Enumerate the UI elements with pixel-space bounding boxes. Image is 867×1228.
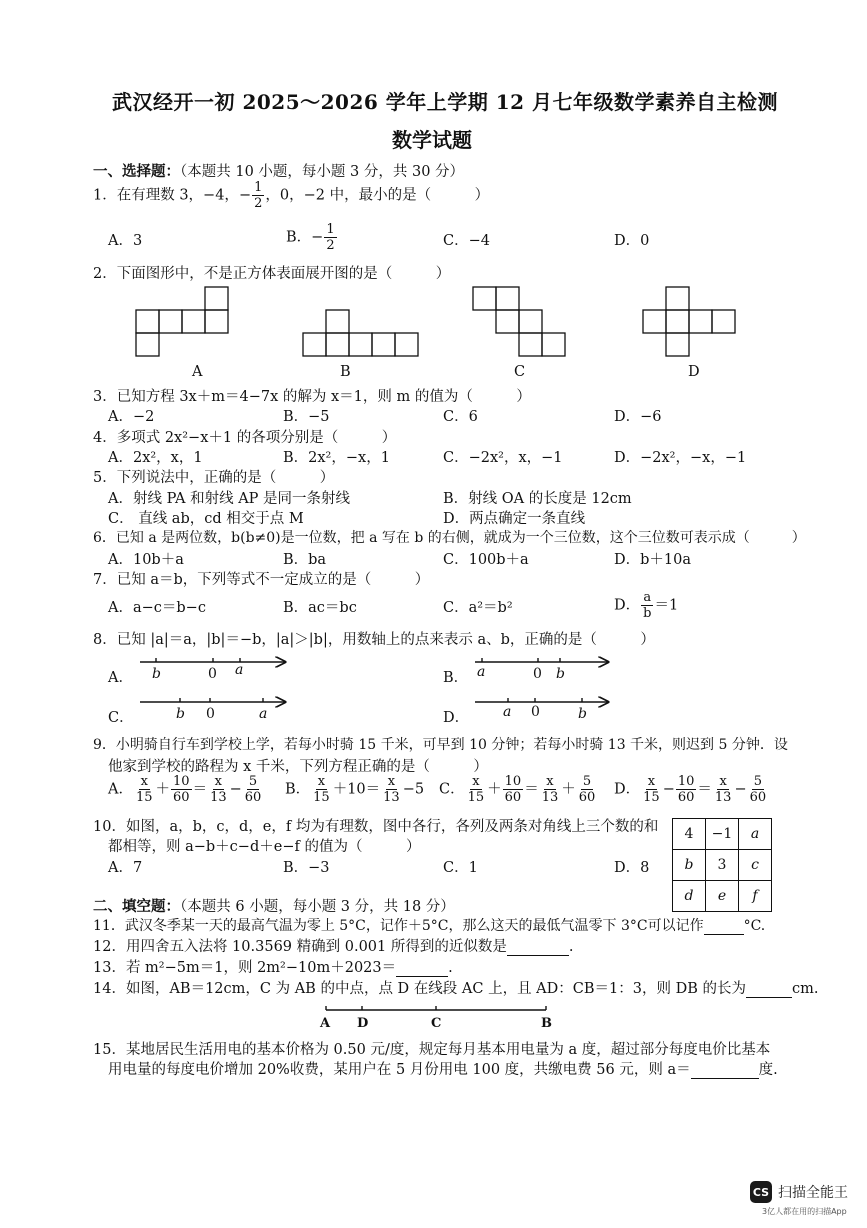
numline-d-zero: 0 — [531, 704, 540, 720]
q7-option-d[interactable] — [614, 590, 678, 621]
cell: 4 — [673, 819, 706, 850]
op: ＝ — [697, 781, 712, 798]
q5-option-d[interactable]: D．两点确定一条直线 — [443, 511, 586, 527]
question-1 — [93, 180, 489, 211]
f-n: x — [472, 774, 480, 789]
op: − — [229, 781, 242, 798]
point-d-label: D — [357, 1016, 369, 1031]
op: −5 — [402, 781, 425, 798]
question-15-line-2 — [108, 1058, 778, 1079]
op: ＋ — [561, 781, 576, 798]
q9-option-c[interactable] — [439, 774, 598, 805]
q10-option-c[interactable]: C．1 — [443, 860, 478, 876]
op: ＝ — [524, 781, 539, 798]
q14-segment-figure — [310, 1002, 570, 1032]
section-2-note: （本题共 6 小题，每小题 3 分，共 18 分） — [180, 899, 455, 915]
numline-d-b: b — [578, 706, 587, 722]
q5-option-b[interactable]: B．射线 OA 的长度是 12cm — [443, 491, 632, 507]
question-9-line-1: 9．小明骑自行车到学校上学，若每小时骑 15 千米，可早到 10 分钟；若每小时骑 13 千米，则迟到 5 分钟．设 — [93, 737, 788, 753]
section-1-header — [93, 160, 464, 181]
q13-end: . — [448, 960, 453, 976]
question-11 — [93, 915, 765, 935]
question-3: 3．已知方程 3x＋m＝4−7x 的解为 x＝1，则 m 的值为（ ） — [93, 389, 531, 405]
f-n: 10 — [173, 774, 190, 789]
question-10-line-2: 都相等，则 a−b＋c−d＋e−f 的值为（ ） — [108, 839, 421, 855]
q9-option-a[interactable] — [108, 774, 264, 805]
question-4: 4．多项式 2x²−x＋1 的各项分别是（ ） — [93, 430, 397, 446]
q8-option-b[interactable]: B． — [443, 670, 469, 686]
f-d: 15 — [313, 790, 330, 805]
question-9-line-2: 他家到学校的路程为 x 千米，下列方程正确的是（ ） — [108, 759, 488, 775]
q2-label-a[interactable]: A — [192, 364, 203, 380]
q1-frac-den: 2 — [254, 196, 263, 211]
q12-text: 12．用四舍五入法将 10.3569 精确到 0.001 所得到的近似数是 — [93, 939, 507, 955]
section-2-header — [93, 895, 455, 916]
question-12 — [93, 935, 573, 956]
op: ＋10＝ — [332, 781, 381, 798]
question-13 — [93, 956, 453, 977]
magic-square — [672, 818, 772, 912]
q2-nets-figure — [130, 285, 770, 380]
f-n: 5 — [582, 774, 592, 789]
q14-text: 14．如图，AB＝12cm，C 为 AB 的中点，点 D 在线段 AC 上，且 AD：CB＝1：3，则 DB 的长为 — [93, 981, 746, 997]
net-b — [303, 310, 418, 356]
q7-d-fraction — [641, 590, 653, 621]
q7-option-b[interactable]: B．ac＝bc — [283, 600, 357, 616]
f-d: 60 — [749, 790, 767, 805]
q9-b-letter: B． — [285, 781, 311, 798]
q9-a-f2 — [171, 774, 192, 805]
q11-text: 11．武汉冬季某一天的最高气温为零上 5°C，记作＋5°C，那么这天的最低气温零下 3°C可以记作 — [93, 918, 704, 934]
cell: a — [739, 819, 772, 850]
q4-option-c[interactable]: C．−2x²，x，−1 — [443, 450, 563, 466]
q15-answer-blank[interactable] — [691, 1064, 759, 1079]
question-6: 6．已知 a 是两位数，b(b≠0)是一位数，把 a 写在 b 的右侧，就成为一个三位数，这个三位数可表示成（ ） — [93, 530, 806, 546]
q9-d-f1 — [641, 774, 662, 805]
question-15-line-1: 15．某地居民生活用电的基本价格为 0.50 元/度，规定每月基本用电量为 a 度，超过部分每度电价比基本 — [93, 1042, 771, 1058]
q1-option-c[interactable]: C．−4 — [443, 233, 490, 249]
numline-b-zero: 0 — [533, 666, 542, 682]
section-1-title: 一、选择题： — [93, 163, 180, 180]
q1-b-num: 1 — [326, 222, 335, 237]
net-d — [643, 287, 735, 356]
question-2: 2．下面图形中，不是正方体表面展开图的是（ ） — [93, 266, 451, 282]
q9-b-f2 — [381, 774, 402, 805]
point-a-label: A — [320, 1016, 331, 1031]
op: ＝ — [192, 781, 208, 798]
q14-end: cm. — [791, 981, 819, 997]
f-n: 5 — [753, 774, 762, 789]
q10-option-b[interactable]: B．−3 — [283, 860, 330, 876]
q6-option-b[interactable]: B．ba — [283, 552, 327, 568]
q9-c-f3 — [540, 774, 561, 805]
q9-option-d[interactable] — [614, 774, 769, 805]
section-2-title: 二、填空题： — [93, 898, 180, 915]
q6-option-d[interactable]: D．b＋10a — [614, 552, 692, 568]
q4-option-a[interactable]: A．2x²，x，1 — [108, 450, 203, 466]
f-n: x — [387, 774, 396, 789]
question-8: 8．已知 |a|＝a，|b|＝−b，|a|＞|b|，用数轴上的点来表示 a、b，正确的是（ ） — [93, 632, 655, 648]
numline-a-b: b — [152, 666, 161, 682]
point-c-label: C — [431, 1016, 442, 1031]
q1-b-den: 2 — [326, 238, 335, 253]
scanner-logo — [750, 1181, 848, 1203]
q1-b-fraction — [324, 222, 336, 253]
q1-fraction — [252, 180, 264, 211]
section-1-note: （本题共 10 小题，每小题 3 分，共 30 分） — [180, 164, 465, 180]
q9-c-f1 — [466, 774, 487, 805]
q11-answer-blank[interactable] — [704, 920, 744, 935]
q4-option-b[interactable]: B．2x²，−x，1 — [283, 450, 390, 466]
q3-option-a[interactable]: A．−2 — [108, 409, 155, 425]
q5-option-c[interactable]: C． 直线 ab，cd 相交于点 M — [108, 511, 304, 527]
f-n: 10 — [504, 774, 522, 789]
f-n: x — [140, 774, 148, 789]
f-n: x — [647, 774, 656, 789]
q9-d-f3 — [713, 774, 734, 805]
f-d: 15 — [643, 790, 660, 805]
f-d: 13 — [714, 790, 732, 805]
numline-d-a: a — [503, 704, 512, 720]
q7-d-suffix: ＝1 — [654, 597, 679, 614]
q8-option-d[interactable]: D． — [443, 710, 470, 726]
q1-text-b: ，0，−2 中，最小的是（ ） — [265, 187, 490, 204]
net-a — [136, 287, 228, 356]
q9-c-letter: C． — [439, 781, 465, 798]
q12-end: . — [568, 939, 574, 955]
q7-option-c[interactable]: C．a²＝b² — [443, 600, 513, 616]
f-n: 5 — [248, 774, 258, 789]
q3-option-d[interactable]: D．−6 — [614, 409, 662, 425]
q14-answer-blank[interactable] — [746, 983, 792, 998]
q1-frac-num: 1 — [254, 180, 263, 195]
f-n: x — [546, 774, 554, 789]
q10-option-a[interactable]: A．7 — [108, 860, 143, 876]
f-d: 60 — [578, 790, 596, 805]
f-d: 60 — [677, 790, 695, 805]
op: − — [734, 781, 747, 798]
q9-a-letter: A． — [108, 781, 133, 798]
q9-d-f4 — [748, 774, 769, 805]
q9-c-f2 — [503, 774, 524, 805]
q7-option-a[interactable]: A．a−c＝b−c — [108, 600, 206, 616]
f-n: x — [719, 774, 727, 789]
f-d: 60 — [504, 790, 522, 805]
numline-c-a: a — [259, 706, 268, 722]
numline-c-zero: 0 — [206, 706, 215, 722]
q9-a-f3 — [208, 774, 229, 805]
q5-option-a[interactable]: A．射线 PA 和射线 AP 是同一条射线 — [108, 491, 351, 507]
q9-c-f4 — [577, 774, 598, 805]
q12-answer-blank[interactable] — [507, 941, 569, 956]
q2-label-c[interactable]: C — [514, 364, 526, 380]
f-d: 60 — [173, 790, 190, 805]
numline-c-b: b — [176, 706, 185, 722]
q7-d-num: a — [643, 590, 652, 605]
f-n: x — [317, 774, 326, 789]
q6-option-a[interactable]: A．10b＋a — [108, 552, 184, 568]
cell: e — [706, 881, 739, 912]
q15-end: 度. — [758, 1062, 778, 1078]
f-d: 13 — [383, 790, 400, 805]
q1-b-prefix: B．− — [286, 229, 324, 246]
cell: d — [673, 881, 706, 912]
question-7: 7．已知 a＝b，下列等式不一定成立的是（ ） — [93, 572, 430, 588]
exam-title: 武汉经开一初 2025～2026 学年上学期 12 月七年级数学素养自主检测 — [112, 90, 779, 114]
f-d: 15 — [467, 790, 485, 805]
numline-b-a: a — [477, 664, 486, 680]
f-n: x — [214, 774, 223, 789]
q9-d-letter: D． — [614, 781, 641, 798]
f-d: 13 — [210, 790, 227, 805]
numline-a-a: a — [235, 662, 244, 678]
q15-text: 用电量的每度电价增加 20%收费，某用户在 5 月份用电 100 度，共缴电费 56 元，则 a＝ — [108, 1062, 691, 1078]
exam-subtitle: 数学试题 — [392, 128, 472, 152]
cs-logo-icon: CS — [750, 1181, 772, 1203]
q3-option-b[interactable]: B．−5 — [283, 409, 330, 425]
q8-option-a[interactable]: A． — [108, 670, 133, 686]
q2-label-d[interactable]: D — [688, 364, 700, 380]
cell: 3 — [706, 850, 739, 881]
q11-end: °C. — [743, 918, 766, 934]
f-d: 13 — [541, 790, 559, 805]
q6-option-c[interactable]: C．100b＋a — [443, 552, 529, 568]
q1-option-a[interactable]: A．3 — [108, 233, 143, 249]
cell: −1 — [706, 819, 739, 850]
q7-d-prefix: D． — [614, 597, 641, 614]
q1-option-b[interactable] — [286, 222, 338, 253]
net-c — [473, 287, 565, 356]
op: − — [662, 781, 675, 798]
q8-option-c[interactable]: C． — [108, 710, 134, 726]
question-14 — [93, 977, 818, 998]
q1-option-d[interactable]: D．0 — [614, 233, 650, 249]
numline-a-zero: 0 — [208, 666, 217, 682]
q9-b-f1 — [311, 774, 332, 805]
point-b-label: B — [541, 1016, 552, 1031]
q9-d-f2 — [676, 774, 697, 805]
f-d: 15 — [135, 790, 153, 805]
q1-text-a: 1．在有理数 3，−4， — [93, 187, 239, 204]
q4-option-d[interactable]: D．−2x²，−x，−1 — [614, 450, 747, 466]
q13-text: 13．若 m²−5m＝1，则 2m²−10m＋2023＝ — [93, 960, 397, 976]
cell: f — [739, 881, 772, 912]
brand-tagline: 3亿人都在用的扫描App — [762, 1207, 847, 1216]
q7-d-den: b — [643, 606, 652, 621]
q9-a-f4 — [243, 774, 264, 805]
cell: b — [673, 850, 706, 881]
f-d: 60 — [244, 790, 262, 805]
op: ＋ — [155, 781, 171, 798]
q8-number-lines — [130, 650, 620, 725]
q9-option-b[interactable] — [285, 774, 424, 805]
cell: c — [739, 850, 772, 881]
f-n: 10 — [677, 774, 695, 789]
q13-answer-blank[interactable] — [396, 962, 448, 977]
question-10-line-1: 10．如图，a，b，c，d，e，f 均为有理数，图中各行，各列及两条对角线上三个数的和 — [93, 819, 659, 835]
q9-a-f1 — [134, 774, 155, 805]
numline-b-b: b — [556, 666, 565, 682]
q10-option-d[interactable]: D．8 — [614, 860, 650, 876]
brand-name: 扫描全能王 — [778, 1185, 848, 1201]
question-5: 5．下列说法中，正确的是（ ） — [93, 470, 335, 486]
q3-option-c[interactable]: C．6 — [443, 409, 478, 425]
q2-label-b[interactable]: B — [340, 364, 351, 380]
op: ＋ — [487, 781, 502, 798]
q1-frac-sign: − — [238, 187, 252, 204]
